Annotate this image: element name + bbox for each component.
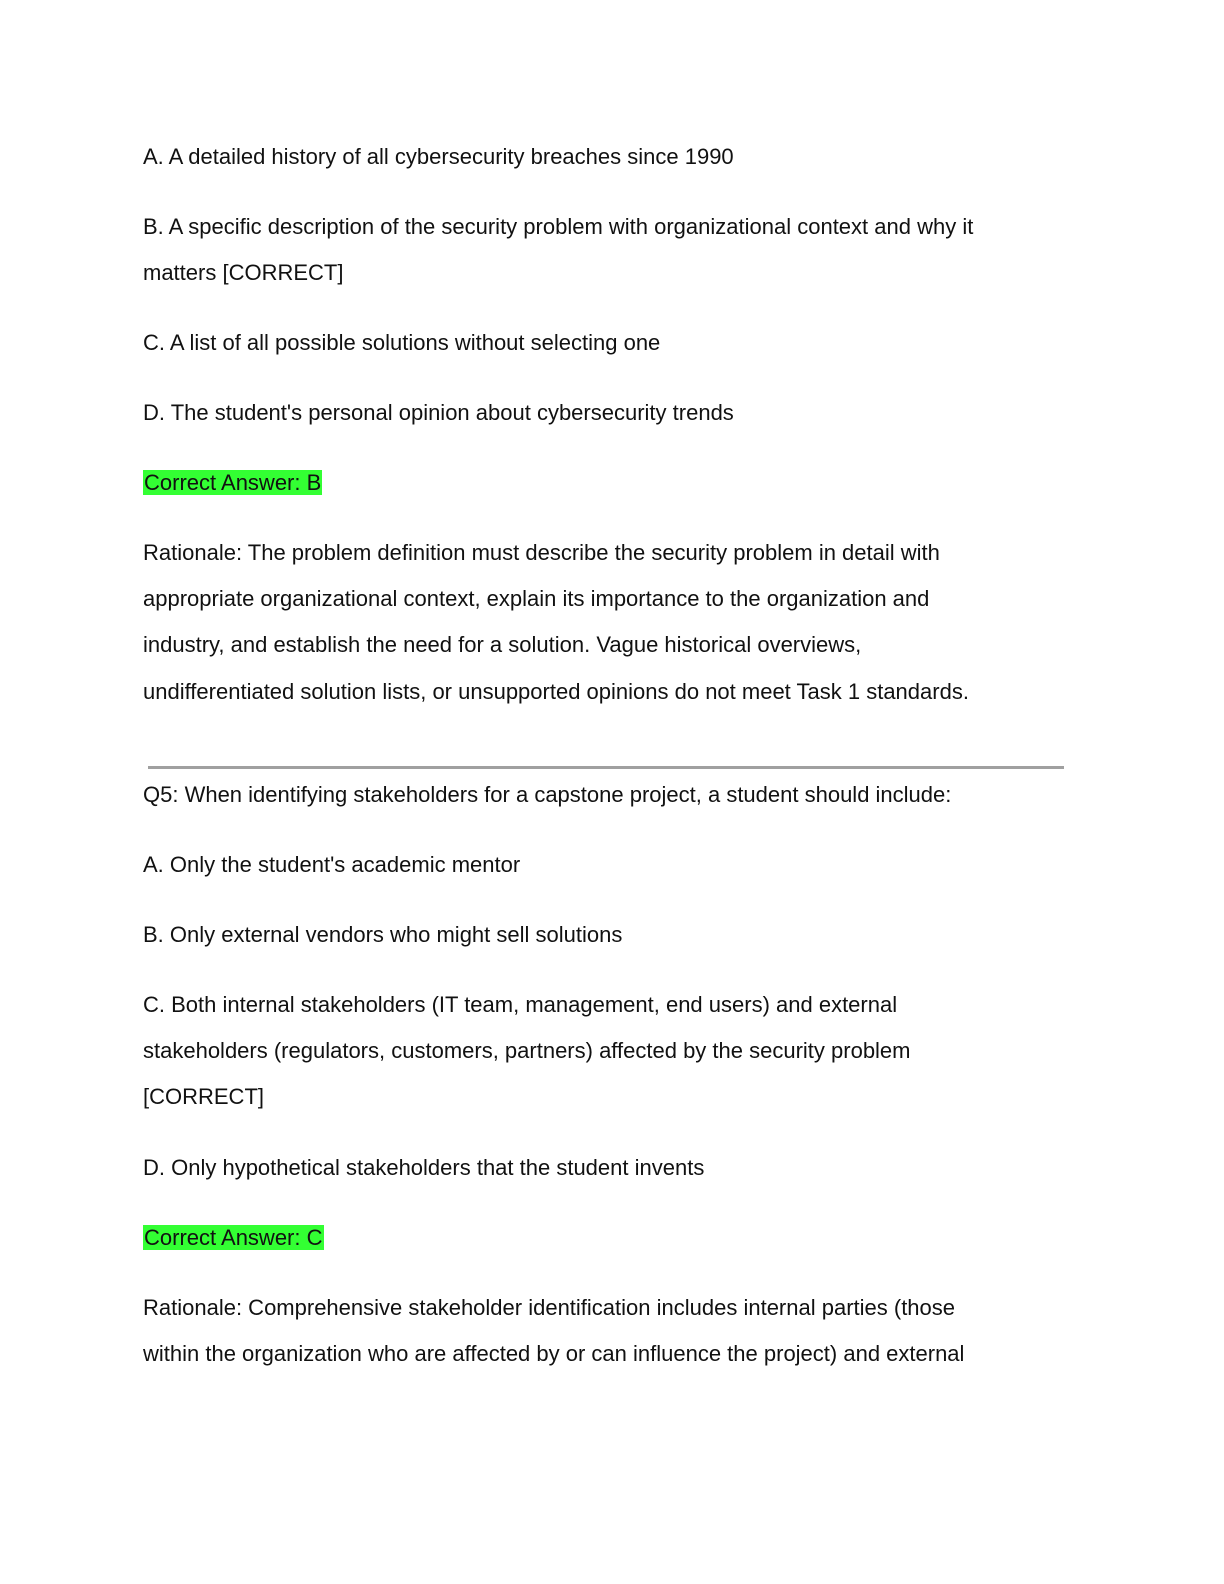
q4-correct-answer [143,469,322,497]
q4-rationale-line3: industry, and establish the need for a solution. Vague historical overviews, [143,632,862,657]
q4-correct-answer-highlight: Correct Answer: B [144,470,322,495]
q5-option-c-line3: [CORRECT] [143,1084,264,1109]
q4-rationale-line2: appropriate organizational context, explain its importance to the organization and [143,586,930,611]
q4-option-b-line1: B. A specific description of the security problem with organizational context and why it [143,214,974,239]
q5-option-b: B. Only external vendors who might sell solutions [143,922,623,947]
q5-correct-answer [143,1224,324,1252]
q5-correct-answer-highlight: Correct Answer: C [144,1225,323,1250]
section-divider [148,766,1064,769]
q5-option-c-line1: C. Both internal stakeholders (IT team, management, end users) and external [143,992,898,1017]
q4-rationale-line1: Rationale: The problem definition must describe the security problem in detail with [143,540,940,565]
q5-option-a: A. Only the student's academic mentor [143,852,521,877]
q5-rationale-line1: Rationale: Comprehensive stakeholder identification includes internal parties (those [143,1295,956,1320]
q4-option-c: C. A list of all possible solutions without selecting one [143,330,661,355]
q4-option-d: D. The student's personal opinion about cybersecurity trends [143,400,734,425]
q4-option-b-line2: matters [CORRECT] [143,260,344,285]
q4-option-a: A. A detailed history of all cybersecurity breaches since 1990 [143,144,734,169]
q5-option-d: D. Only hypothetical stakeholders that the student invents [143,1155,705,1180]
q4-rationale-line4: undifferentiated solution lists, or unsupported opinions do not meet Task 1 standards. [143,679,969,704]
q5-option-c-line2: stakeholders (regulators, customers, partners) affected by the security problem [143,1038,911,1063]
q5-rationale-line2: within the organization who are affected by or can influence the project) and external [143,1341,965,1366]
q5-question: Q5: When identifying stakeholders for a capstone project, a student should include: [143,782,952,807]
